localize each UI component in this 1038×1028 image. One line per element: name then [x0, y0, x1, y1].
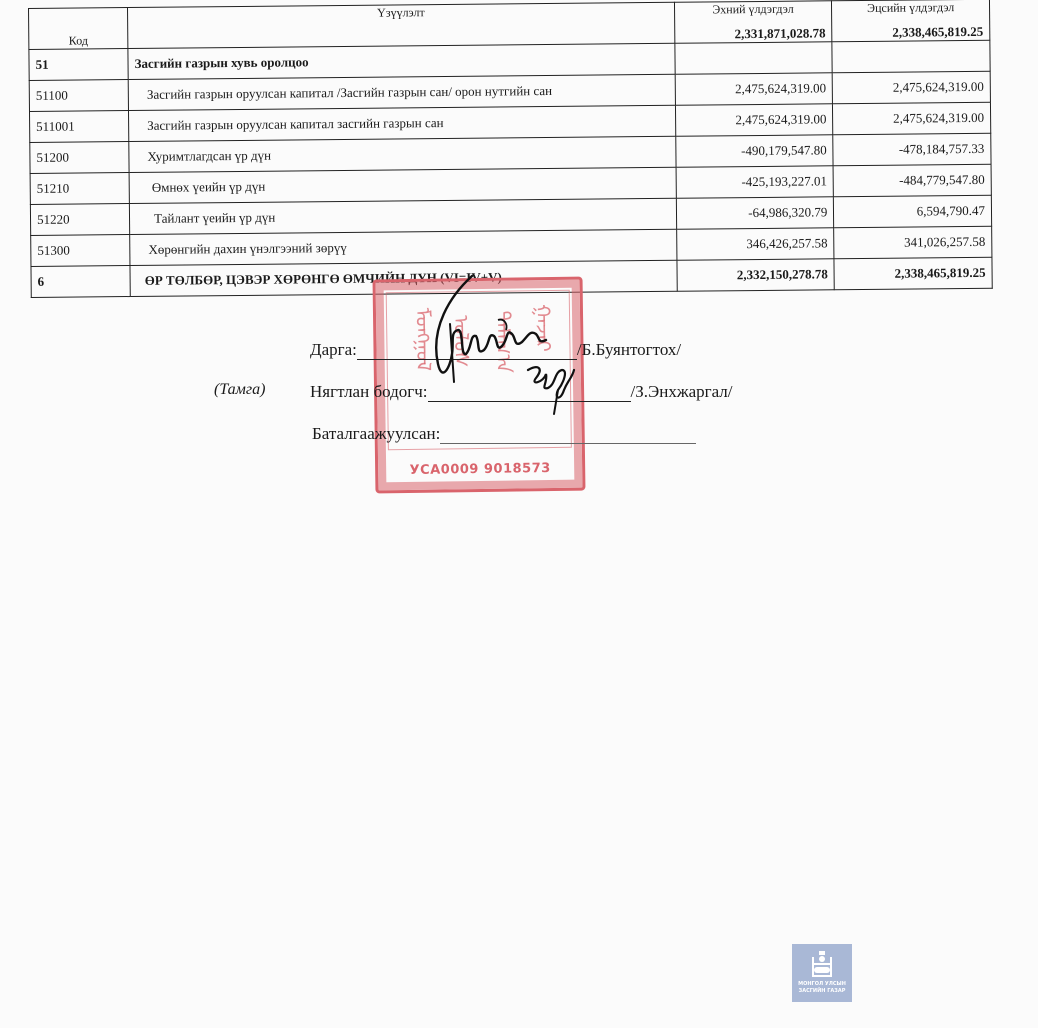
row-name: Тайлант үеийн үр дүн [129, 198, 676, 234]
verified-label: Баталгаажуулсан: [312, 424, 441, 443]
header-opening-total: 2,331,871,028.78 [734, 25, 826, 42]
header-opening [674, 1, 832, 44]
balance-table-wrapper [28, 0, 993, 298]
row-opening: 2,332,150,278.78 [677, 259, 835, 292]
verified-sign-underline [440, 427, 696, 444]
row-opening: 2,475,624,319.00 [675, 104, 833, 137]
director-label: Дарга: [310, 340, 357, 359]
row-name: Засгийн газрын хувь оролцоо [128, 43, 675, 79]
header-name: Үзүүлэлт [128, 2, 675, 48]
accountant-label: Нягтлан бодогч: [310, 382, 428, 401]
row-name: ӨР ТӨЛБӨР, ЦЭВЭР ХӨРӨНГӨ ӨМЧИЙН ДҮН (VI=IV+V) [130, 260, 677, 296]
stamp-code: УСА0009 9018573 [409, 461, 551, 478]
row-code: 51 [29, 49, 128, 81]
row-name: Хөрөнгийн дахин үнэлгээний зөрүү [130, 229, 677, 265]
header-closing-total: 2,338,465,819.25 [892, 23, 984, 40]
row-closing: 6,594,790.47 [834, 195, 992, 228]
row-code: 511001 [29, 111, 128, 143]
header-closing-label: Эцсийн үлдэгдэл [867, 0, 955, 15]
row-opening: 346,426,257.58 [676, 228, 834, 261]
row-code: 51200 [30, 142, 129, 174]
row-opening: -490,179,547.80 [675, 135, 833, 168]
row-code: 51300 [31, 235, 130, 267]
stamp-script-glyph: ᠲᠠᠮᠠᠭ᠎ᠠ [490, 310, 516, 374]
row-code: 51210 [30, 173, 129, 205]
government-emblem [792, 944, 852, 1002]
soyombo-icon [812, 949, 832, 979]
row-code: 6 [31, 266, 130, 298]
row-closing: 341,026,257.58 [834, 226, 992, 259]
row-closing: -478,184,757.33 [833, 133, 991, 166]
row-opening: 2,475,624,319.00 [675, 73, 833, 106]
row-name: Засгийн газрын оруулсан капитал /Засгийн газрын сан/ орон нутгийн сан [128, 74, 675, 110]
header-closing [832, 0, 990, 42]
row-closing: 2,475,624,319.00 [833, 102, 991, 135]
row-opening: -64,986,320.79 [676, 197, 834, 230]
verified-signature-line [312, 424, 696, 444]
row-code: 51220 [30, 204, 129, 236]
header-code: Код [29, 8, 128, 50]
row-code: 51100 [29, 80, 128, 112]
row-closing: -484,779,547.80 [833, 164, 991, 197]
accountant-name: /З.Энхжаргал/ [630, 382, 733, 401]
row-closing: 2,475,624,319.00 [832, 71, 990, 104]
seal-label: (Тамга) [214, 381, 266, 398]
accountant-handwritten-signature [514, 360, 584, 420]
row-name: Засгийн газрын оруулсан капитал засгийн газрын сан [129, 105, 676, 141]
emblem-line1: МОНГОЛ УЛСЫН [798, 981, 846, 987]
row-opening: -425,193,227.01 [676, 166, 834, 199]
balance-table [28, 0, 993, 298]
row-closing [832, 40, 990, 73]
emblem-line2: ЗАСГИЙН ГАЗАР [798, 988, 846, 994]
stamp-script-glyph: ᠭᠠᠵᠠᠷ [530, 303, 556, 353]
row-closing: 2,338,465,819.25 [834, 257, 992, 290]
row-name: Өмнөх үеийн үр дүн [129, 167, 676, 203]
stamp-script-glyph: ᠮᠣᠩᠭᠣᠯ [410, 307, 436, 372]
header-opening-label: Эхний үлдэгдэл [712, 1, 794, 17]
director-name: /Б.Буянтогтох/ [576, 340, 682, 359]
stamp-script-glyph: ᠤᠯᠤᠰ [449, 315, 474, 368]
row-opening [674, 42, 832, 75]
row-name: Хуримтлагдсан үр дүн [129, 136, 676, 172]
